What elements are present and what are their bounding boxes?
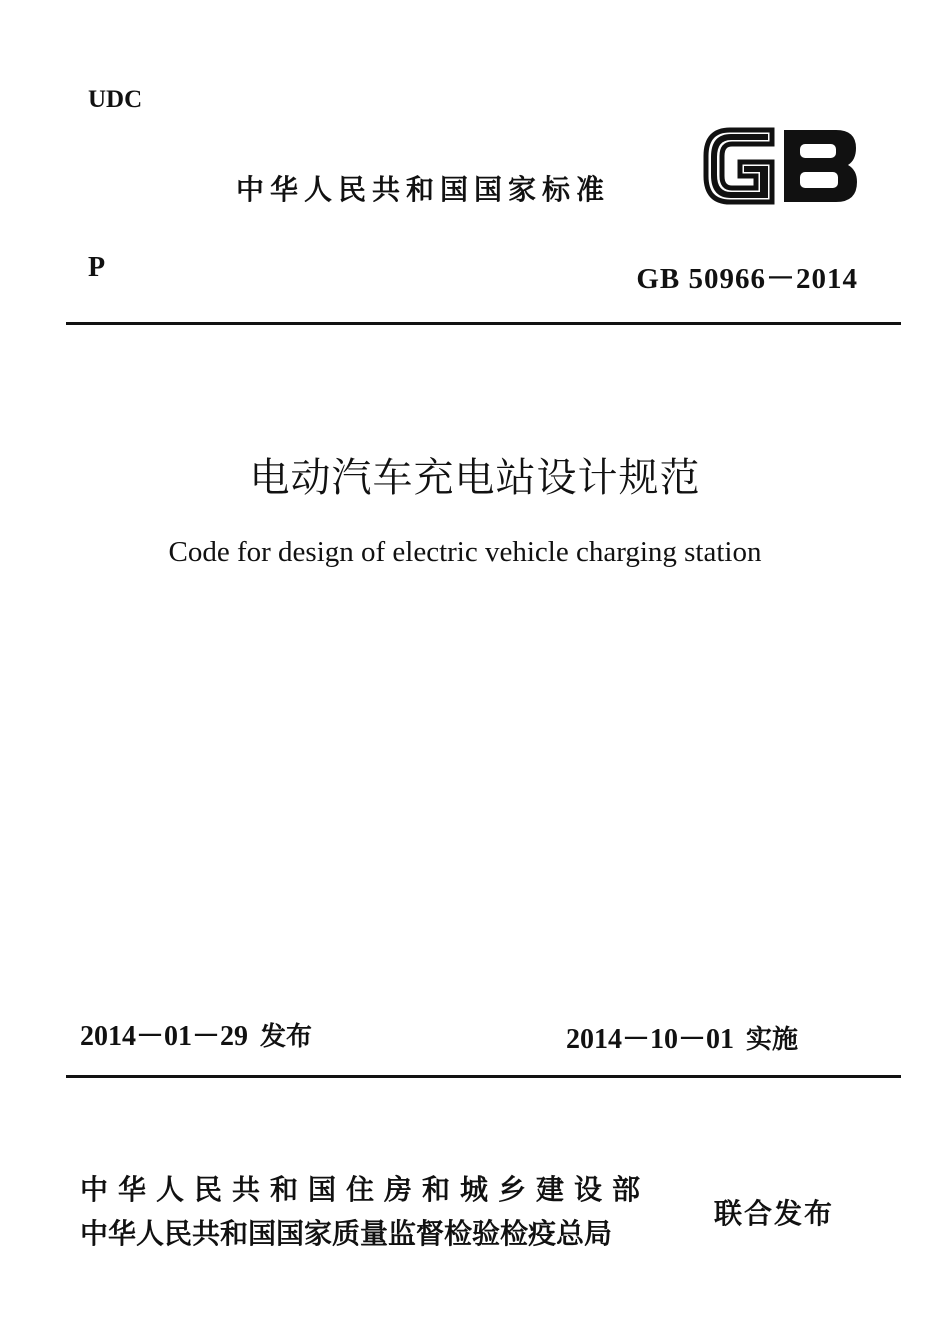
- gb-logo: [700, 122, 860, 208]
- joint-issue-label: 联合发布: [714, 1197, 835, 1230]
- effective-date: 2014－10－01: [566, 1024, 735, 1055]
- standard-type-heading: 中华人民共和国国家标准: [236, 173, 611, 206]
- title-chinese: 电动汽车充电站设计规范: [249, 455, 701, 501]
- issuer-aqsiq: 中华人民共和国国家质量监督检验检疫总局: [80, 1217, 613, 1250]
- bottom-divider: [66, 1075, 901, 1078]
- issuer-ministry-housing: 中华人民共和国住房和城乡建设部: [80, 1173, 651, 1206]
- effective-label: 实施: [746, 1025, 799, 1055]
- effective-date-line: [566, 1017, 798, 1057]
- issue-label: 发布: [260, 1022, 313, 1052]
- title-english: Code for design of electric vehicle charging station: [168, 536, 762, 568]
- classification-code: P: [88, 252, 106, 283]
- issue-date-line: [80, 1014, 312, 1054]
- standard-number: GB 50966－2014: [636, 263, 858, 295]
- top-divider: [66, 322, 901, 325]
- issue-date: 2014－01－29: [80, 1021, 249, 1052]
- udc-label: UDC: [88, 86, 143, 113]
